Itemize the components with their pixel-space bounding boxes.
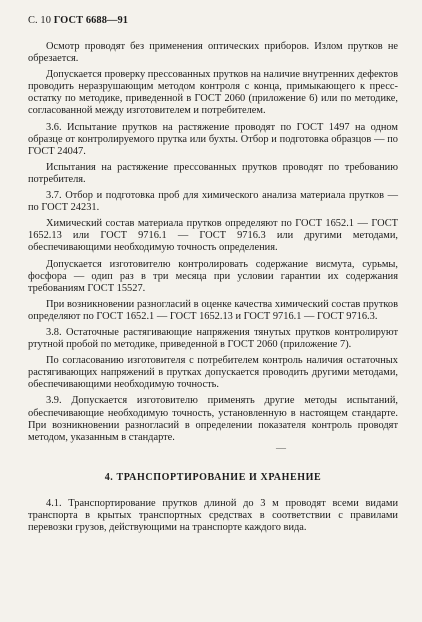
paragraph-3-6-tensile-test: 3.6. Испытание прутков на растяжение проводят по ГОСТ 1497 на одном образце от контролируемого прутка или бухты. Отбор и подготовка образцов — по ГОСТ 24047. xyxy=(28,121,398,157)
section-title: 4. ТРАНСПОРТИРОВАНИЕ И ХРАНЕНИЕ xyxy=(104,471,322,483)
paragraph-3-8-residual-stress: 3.8. Остаточные растягивающие напряжения тянутых прутков контролируют ртутной пробой по методике, приведенной в ГОСТ 2060 (приложение 7). xyxy=(28,326,398,351)
paragraph-3-9-other-methods: 3.9. Допускается изготовителю применять другие методы испытаний, обеспечивающие необходимую точность, установленную в настоящем стандарте. При возникновении разногласий в определении показателя контроль проводят методом, указанным в стандарте. xyxy=(28,395,398,443)
paragraph-ndt-inspection: Допускается проверку прессованных прутков на наличие внутренних дефектов проводить неразрушающим методом контроля с конца, примыкающего к пресс-остатку по методике, приведенной в ГОСТ 2060 (приложение 6) или по методике, согласованной между изготовителем и потребителем. xyxy=(28,69,398,117)
paragraph-3-7-sampling: 3.7. Отбор и подготовка проб для химического анализа материала прутков — по ГОСТ 24231. xyxy=(28,190,398,214)
paragraph-chemical-composition: Химический состав материала прутков определяют по ГОСТ 1652.1 — ГОСТ 1652.13 или ГОСТ 9716.1 — ГОСТ 9716.3 или другими методами, обеспечивающими необходимую точность определения. xyxy=(28,218,398,254)
decorative-dash: — xyxy=(276,442,286,454)
paragraph-agreed-methods: По согласованию изготовителя с потребителем контроль наличия остаточных растягивающих напряжений в прутках допускается проводить другими методами, обеспечивающими необходимую точность. xyxy=(28,355,398,391)
paragraph-tensile-on-request: Испытания на растяжение прессованных прутков проводят по требованию потребителя. xyxy=(28,161,398,185)
page-header xyxy=(28,14,398,27)
standard-designation: ГОСТ 6688—91 xyxy=(53,15,129,26)
paragraph-4-1-transport: 4.1. Транспортирование прутков длиной до 3 м проводят всеми видами транспорта в крытых транспортных средствах в соответствии с правилами перевозки грузов, действующими на транспорте каждого вида. xyxy=(28,497,398,533)
page-number: С. 10 xyxy=(28,15,52,26)
paragraph-disputes-composition: При возникновении разногласий в оценке качества химический состав прутков определяют по ГОСТ 1652.1 — ГОСТ 1652.13 и ГОСТ 9716.1 — ГОСТ 9716.3. xyxy=(28,298,398,322)
paragraph-inspection: Осмотр проводят без применения оптических приборов. Излом прутков не обрезается. xyxy=(28,41,398,65)
paragraph-impurity-control: Допускается изготовителю контролировать содержание висмута, сурьмы, фосфора — одип раз в три месяца при условии гарантии их содержания требованиям ГОСТ 15527. xyxy=(28,258,398,294)
